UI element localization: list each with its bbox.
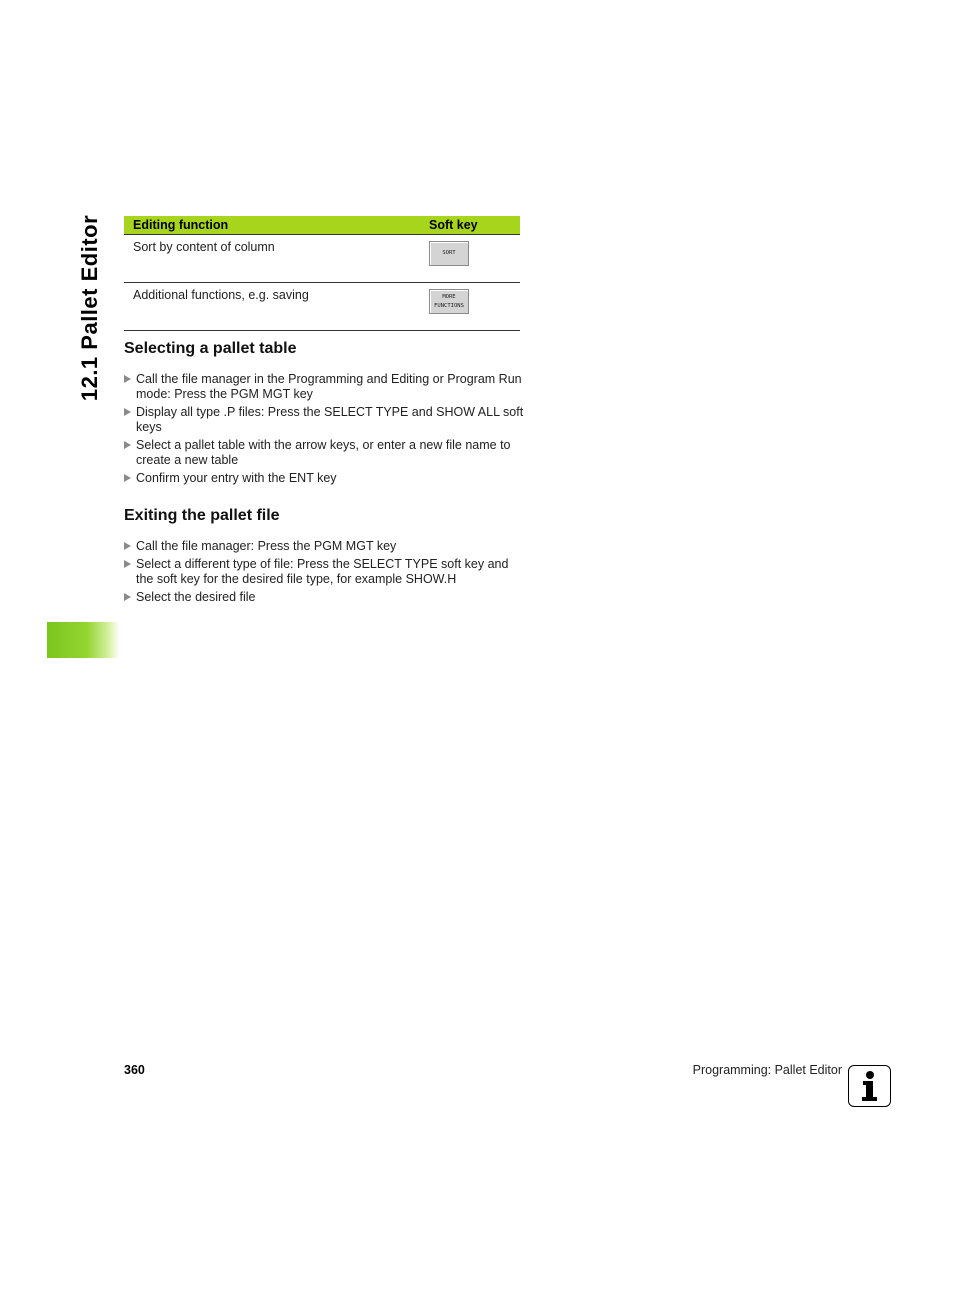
list-item: [124, 372, 524, 402]
triangle-bullet-icon: [124, 441, 131, 449]
step-text: Display all type .P files: Press the SELECT TYPE and SHOW ALL soft keys: [136, 405, 524, 434]
info-icon: [848, 1065, 891, 1107]
section-heading-selecting: Selecting a pallet table: [124, 340, 297, 357]
triangle-bullet-icon: [124, 593, 131, 601]
table-row: [124, 283, 520, 331]
function-description: Additional functions, e.g. saving: [124, 283, 427, 331]
triangle-bullet-icon: [124, 375, 131, 383]
softkey-label: FUNCTIONS: [434, 302, 464, 309]
steps-list-selecting: [124, 372, 524, 489]
list-item: [124, 471, 524, 486]
editing-functions-table: [124, 216, 520, 331]
step-text: Call the file manager in the Programming and Editing or Program Run mode: Press the PGM MGT key: [136, 372, 522, 401]
step-text: Select the desired file: [136, 590, 256, 604]
list-item: [124, 405, 524, 435]
sort-softkey: [429, 241, 469, 266]
triangle-bullet-icon: [124, 408, 131, 416]
triangle-bullet-icon: [124, 542, 131, 550]
softkey-label: MORE: [442, 293, 456, 300]
chapter-side-title-text: 12.1 Pallet Editor: [77, 214, 103, 401]
step-text: Confirm your entry with the ENT key: [136, 471, 337, 485]
info-glyph: [849, 1066, 889, 1105]
list-item: [124, 590, 524, 605]
triangle-bullet-icon: [124, 474, 131, 482]
step-text: Select a different type of file: Press the SELECT TYPE soft key and the soft key for the desired file type, for example SHOW.H: [136, 557, 509, 586]
function-description: Sort by content of column: [124, 235, 427, 283]
step-text: Select a pallet table with the arrow keys, or enter a new file name to create a new table: [136, 438, 511, 467]
list-item: [124, 539, 524, 554]
chapter-side-title: [74, 215, 106, 400]
steps-list-exiting: [124, 539, 524, 608]
section-heading-exiting: Exiting the pallet file: [124, 507, 280, 524]
page-number: 360: [124, 1063, 145, 1077]
header-editing-function: Editing function: [124, 216, 427, 235]
table-header-row: [124, 216, 520, 235]
chapter-tab-marker: [47, 622, 120, 658]
header-soft-key: Soft key: [427, 216, 520, 235]
list-item: [124, 557, 524, 587]
step-text: Call the file manager: Press the PGM MGT key: [136, 539, 397, 553]
triangle-bullet-icon: [124, 560, 131, 568]
more-functions-softkey: [429, 289, 469, 314]
list-item: [124, 438, 524, 468]
softkey-label: SORT: [442, 250, 456, 256]
table-row: [124, 235, 520, 283]
footer-chapter-title: Programming: Pallet Editor: [692, 1063, 842, 1077]
